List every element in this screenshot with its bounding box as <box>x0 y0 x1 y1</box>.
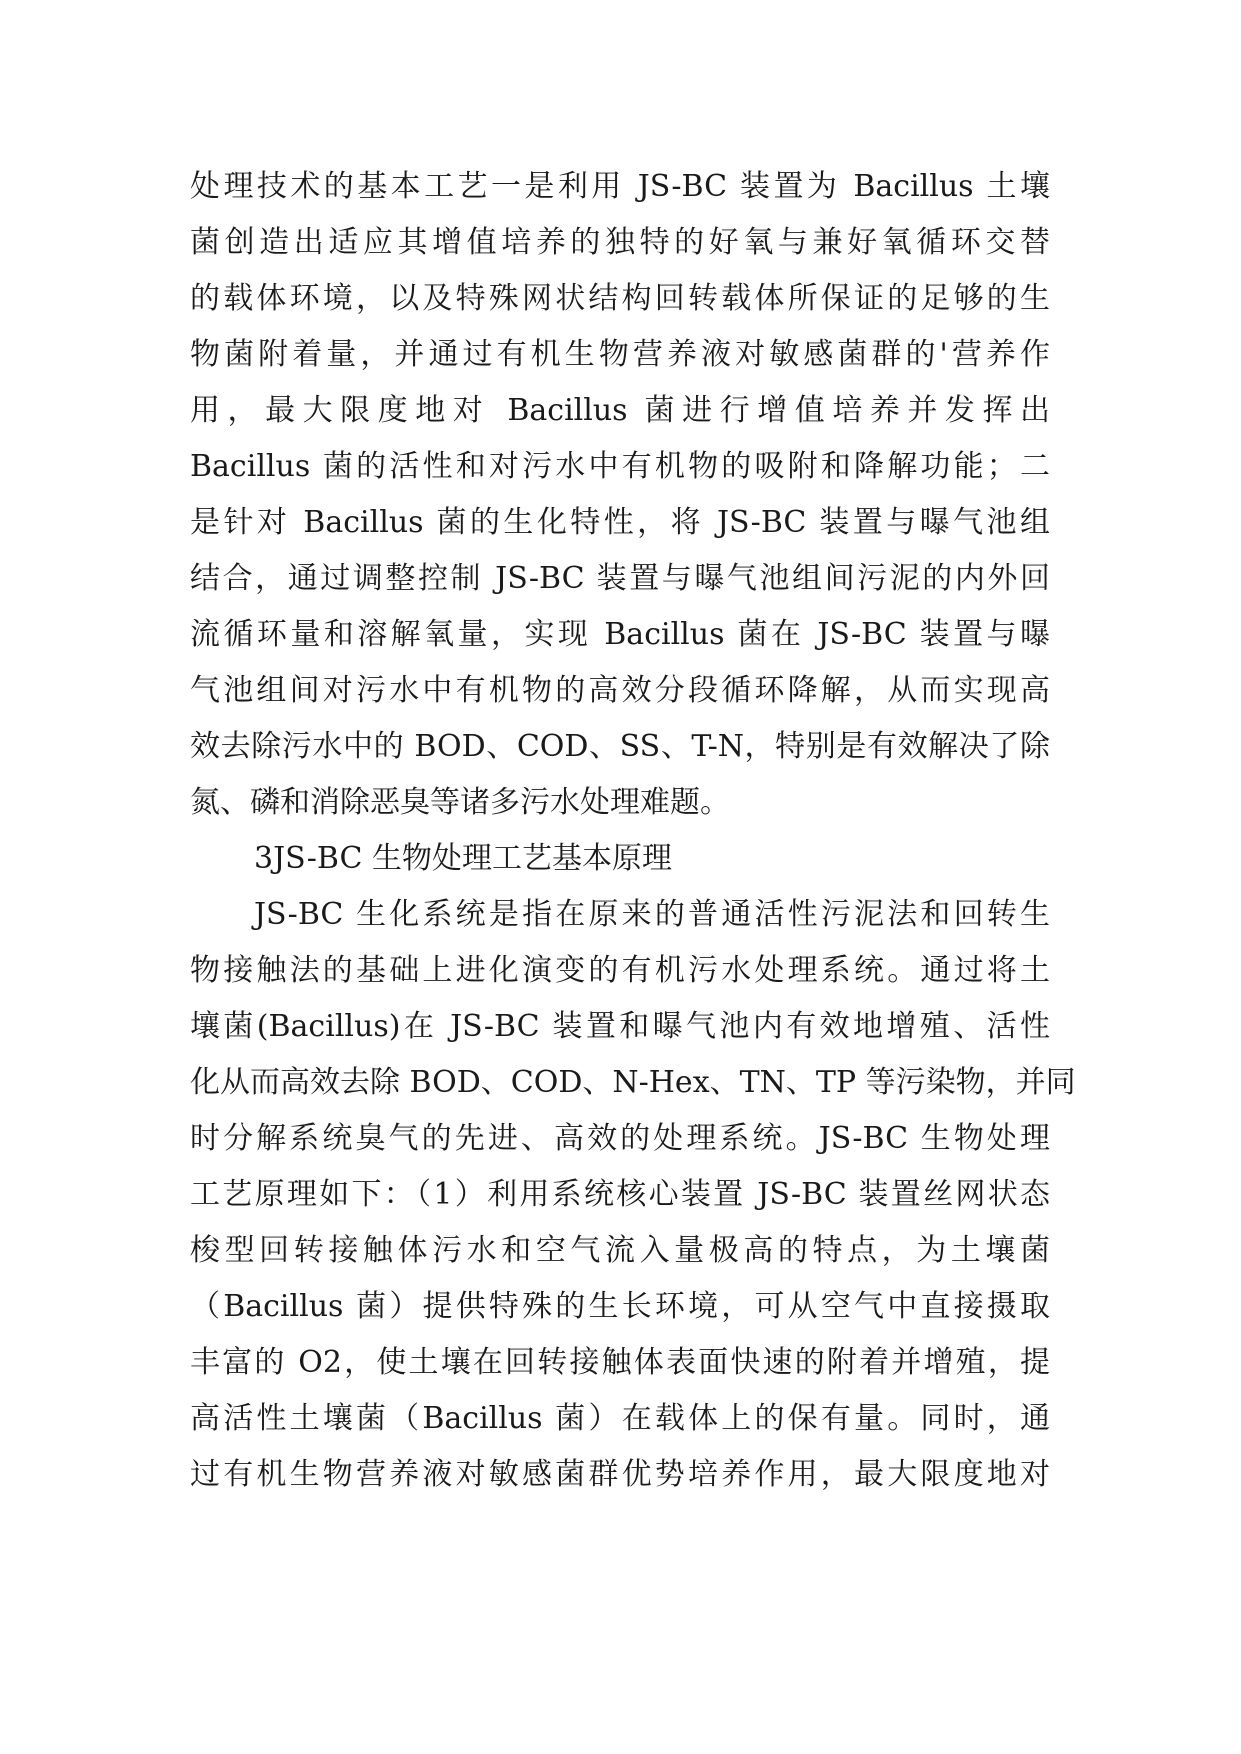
text-line: 时分解系统臭气的先进、高效的处理系统。JS-BC 生物处理 <box>190 1121 1050 1156</box>
section-heading: 3JS-BC 生物处理工艺基本原理 <box>254 841 672 876</box>
text-line: 用，最大限度地对 Bacillus 菌进行增值培养并发挥出 <box>190 393 1050 428</box>
text-line: 结合，通过调整控制 JS-BC 装置与曝气池组间污泥的内外回 <box>190 561 1050 596</box>
text-line: 处理技术的基本工艺一是利用 JS-BC 装置为 Bacillus 土壤 <box>190 169 1050 204</box>
text-line: 菌创造出适应其增值培养的独特的好氧与兼好氧循环交替 <box>190 225 1050 260</box>
text-line: 物接触法的基础上进化演变的有机污水处理系统。通过将土 <box>190 953 1050 988</box>
text-line: 是针对 Bacillus 菌的生化特性，将 JS-BC 装置与曝气池组 <box>190 505 1050 540</box>
text-line: 效去除污水中的 BOD、COD、SS、T-N，特别是有效解决了除 <box>190 729 1050 764</box>
text-line: 的载体环境，以及特殊网状结构回转载体所保证的足够的生 <box>190 281 1050 316</box>
text-line: 氮、磷和消除恶臭等诸多污水处理难题。 <box>190 785 730 820</box>
text-line: 流循环量和溶解氧量，实现 Bacillus 菌在 JS-BC 装置与曝 <box>190 617 1050 652</box>
text-line: JS-BC 生化系统是指在原来的普通活性污泥法和回转生 <box>254 897 1050 932</box>
text-line: 高活性土壤菌（Bacillus 菌）在载体上的保有量。同时，通 <box>190 1401 1050 1436</box>
text-line: 梭型回转接触体污水和空气流入量极高的特点，为土壤菌 <box>190 1233 1050 1268</box>
text-line: 物菌附着量，并通过有机生物营养液对敏感菌群的'营养作 <box>190 337 1050 372</box>
text-line: 壤菌(Bacillus)在 JS-BC 装置和曝气池内有效地增殖、活性 <box>190 1009 1050 1044</box>
text-line: Bacillus 菌的活性和对污水中有机物的吸附和降解功能；二 <box>190 449 1050 484</box>
text-line: （Bacillus 菌）提供特殊的生长环境，可从空气中直接摄取 <box>190 1289 1050 1324</box>
text-line: 化从而高效去除 BOD、COD、N-Hex、TN、TP 等污染物，并同 <box>190 1065 1076 1100</box>
text-line: 丰富的 O2，使土壤在回转接触体表面快速的附着并增殖，提 <box>190 1345 1050 1380</box>
text-line: 气池组间对污水中有机物的高效分段循环降解，从而实现高 <box>190 673 1050 708</box>
text-line: 工艺原理如下：（1）利用系统核心装置 JS-BC 装置丝网状态 <box>190 1177 1050 1212</box>
text-line: 过有机生物营养液对敏感菌群优势培养作用，最大限度地对 <box>190 1457 1050 1492</box>
